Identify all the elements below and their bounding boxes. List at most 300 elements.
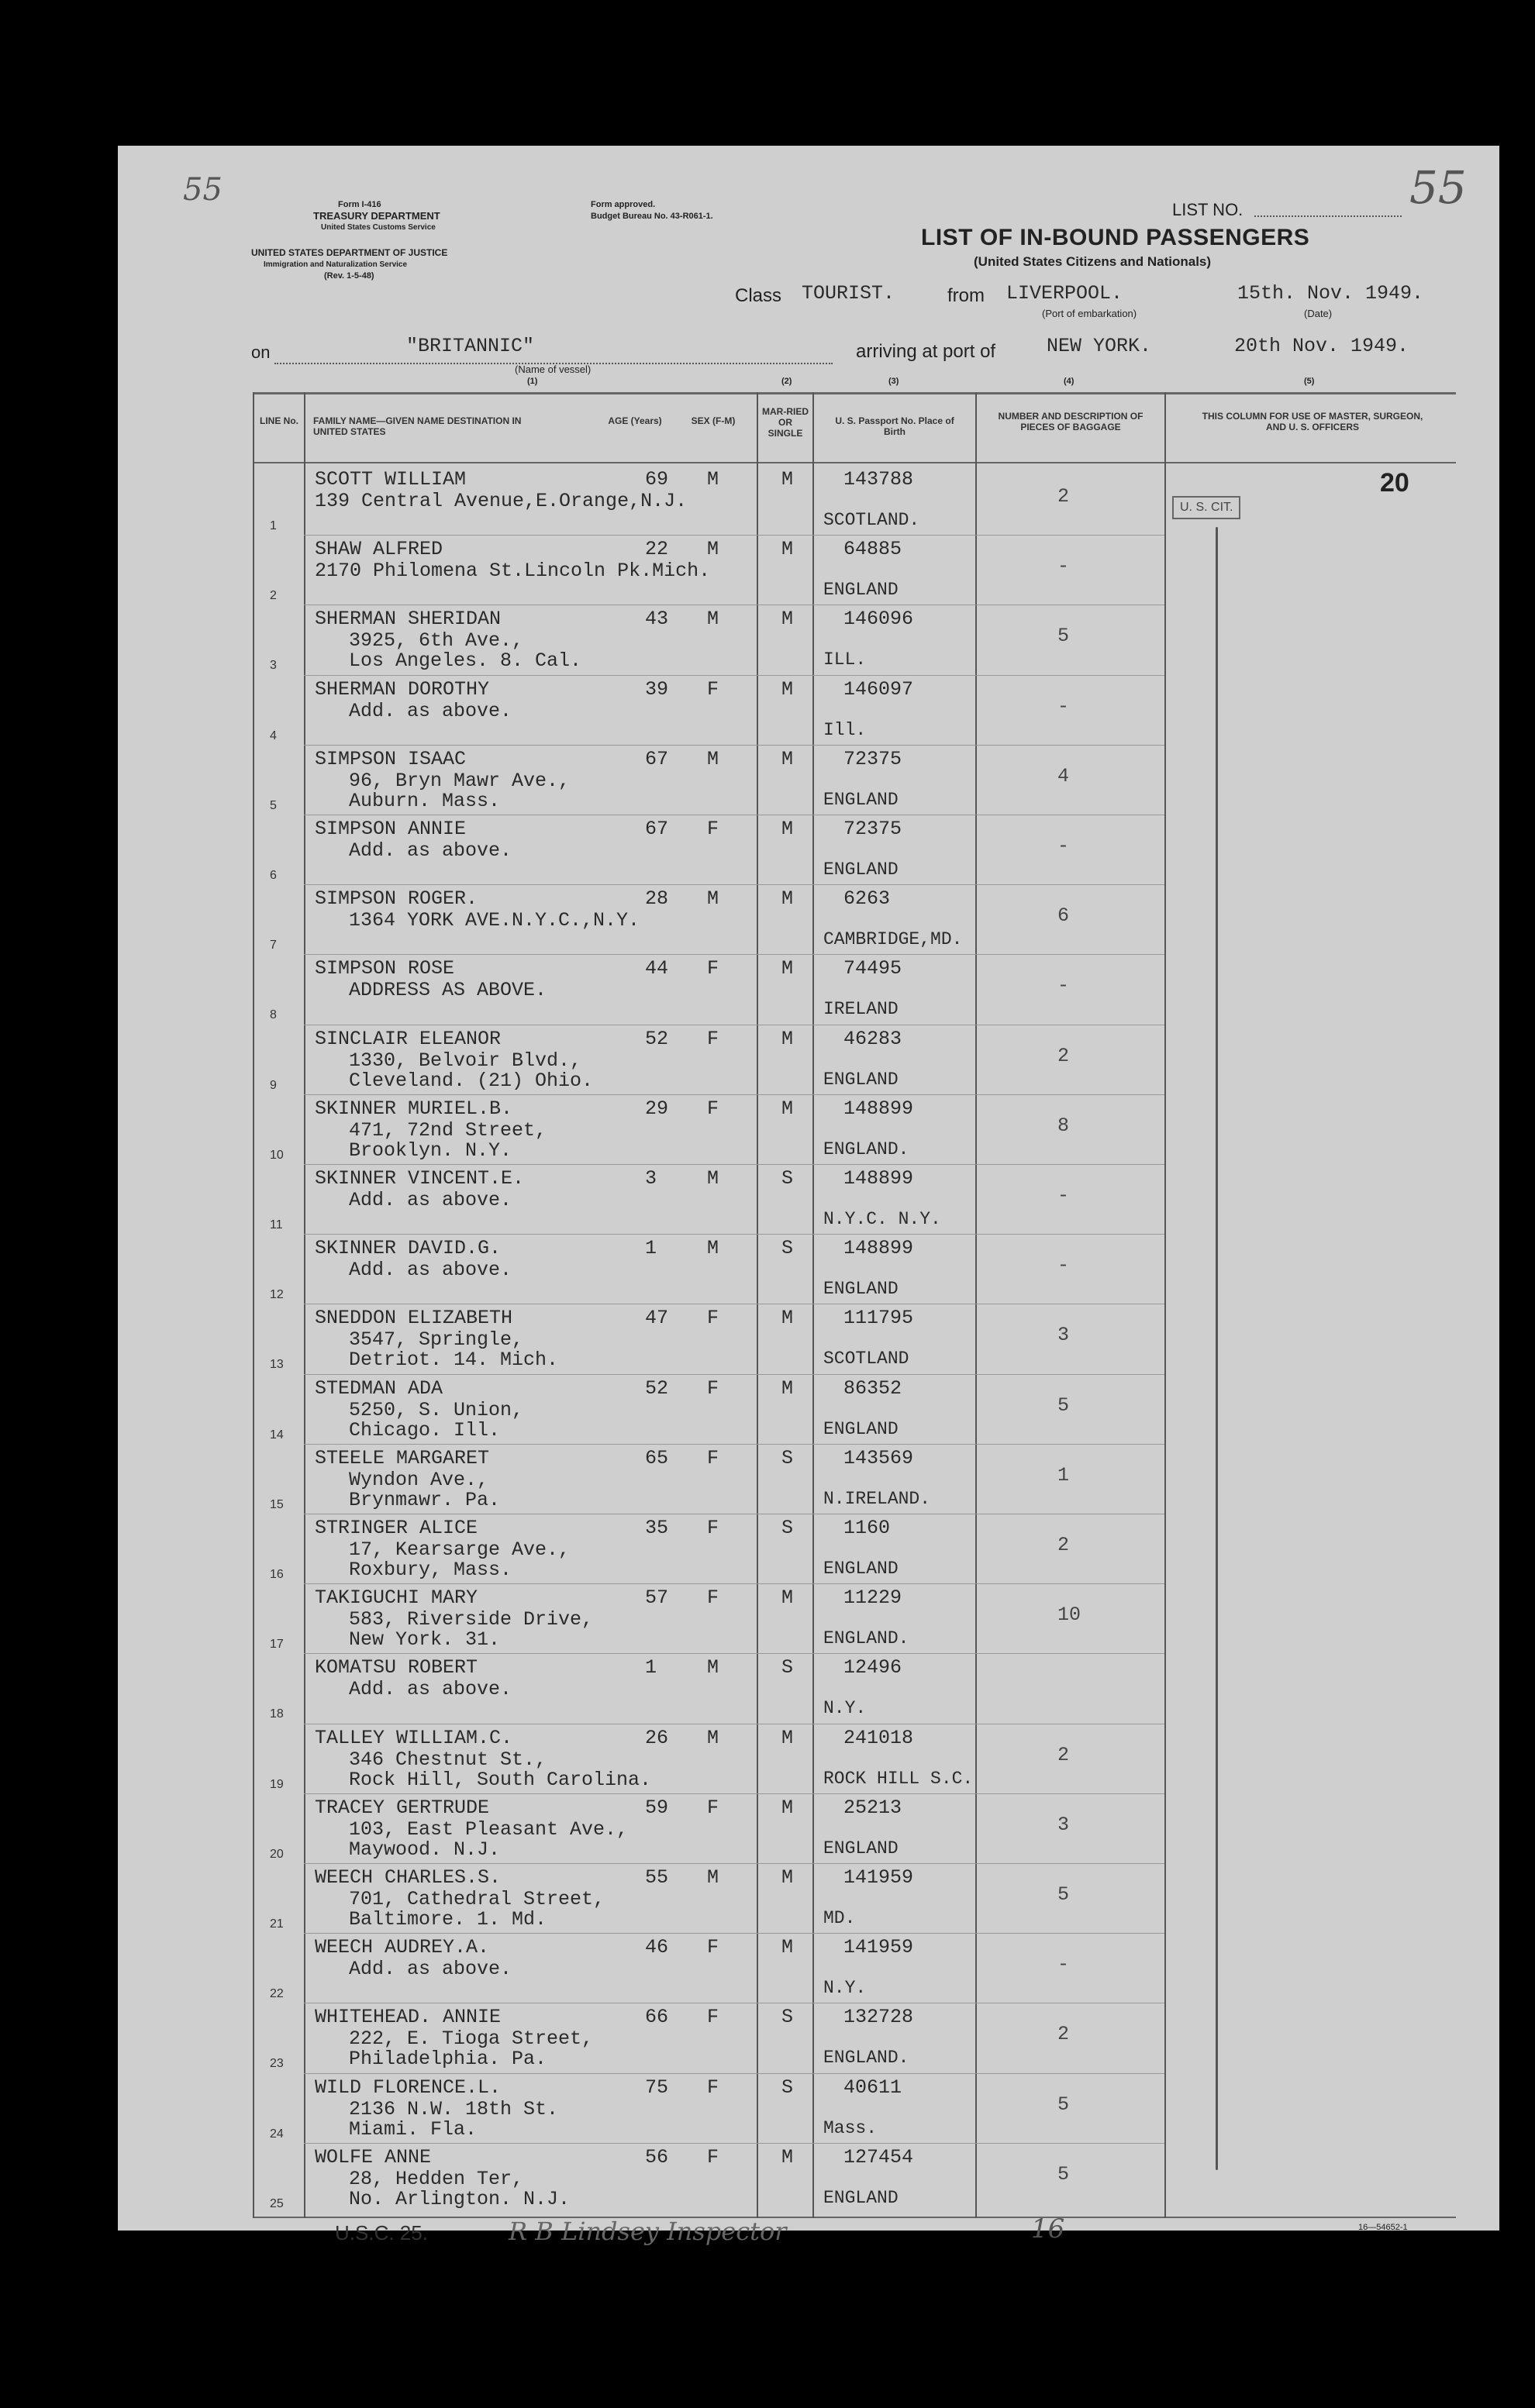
- passenger-name: SHERMAN SHERIDAN: [315, 608, 502, 631]
- passport-number: 141959: [843, 1936, 914, 1959]
- line-number: 19: [270, 1777, 284, 1791]
- footer-form-code: 16—54652-1: [1358, 2223, 1408, 2232]
- passport-number: 64885: [843, 538, 902, 561]
- passenger-sex: F: [707, 957, 719, 980]
- line-number: 9: [270, 1078, 277, 1092]
- passenger-sex: M: [707, 1726, 719, 1749]
- departure-date: 15th. Nov. 1949.: [1237, 282, 1424, 305]
- col-sep: [812, 392, 814, 2218]
- passenger-age: 67: [645, 747, 669, 770]
- passenger-sex: F: [707, 1586, 719, 1610]
- passenger-address: Roxbury, Mass.: [349, 1559, 512, 1581]
- passenger-marital-status: S: [781, 1656, 794, 1679]
- passenger-address: 28, Hedden Ter,: [349, 2167, 524, 2190]
- header-married: MAR-RIED OR SINGLE: [762, 406, 809, 439]
- place-of-birth: Ill.: [823, 719, 867, 740]
- list-no-value: 55: [1409, 161, 1467, 214]
- passenger-marital-status: S: [781, 1517, 794, 1539]
- list-no-label: LIST NO.: [1172, 200, 1244, 219]
- list-no-dots: [1254, 215, 1402, 217]
- passenger-address: No. Arlington. N.J.: [349, 2187, 571, 2210]
- row-divider: [304, 1164, 1164, 1165]
- passenger-address: 2170 Philomena St.Lincoln Pk.Mich.: [315, 560, 711, 583]
- line-number: 13: [270, 1358, 284, 1372]
- passenger-marital-status: M: [781, 747, 794, 770]
- passport-number: 148899: [843, 1167, 914, 1190]
- baggage-count: 3: [1057, 1324, 1070, 1347]
- passenger-age: 56: [645, 2145, 669, 2169]
- place-of-birth: ENGLAND: [823, 2187, 899, 2208]
- passenger-sex: F: [707, 1307, 719, 1330]
- line-number: 6: [270, 869, 277, 882]
- passenger-address: Philadelphia. Pa.: [349, 2048, 547, 2071]
- dept-treasury: TREASURY DEPARTMENT: [313, 210, 440, 222]
- passenger-address: 3925, 6th Ave.,: [349, 629, 524, 653]
- passenger-address: 701, Cathedral Street,: [349, 1888, 605, 1910]
- place-of-birth: ENGLAND: [823, 1838, 899, 1859]
- passenger-sex: F: [707, 1796, 719, 1819]
- dept-customs: United States Customs Service: [321, 223, 436, 232]
- passenger-name: TAKIGUCHI MARY: [315, 1586, 478, 1610]
- col-num: (3): [888, 377, 899, 386]
- passenger-name: SKINNER MURIEL.B.: [315, 1097, 513, 1120]
- officer-check-line: [1216, 527, 1218, 2170]
- on-label: on: [251, 343, 271, 362]
- baggage-count: 4: [1057, 764, 1070, 787]
- baggage-count: 2: [1057, 485, 1070, 508]
- passenger-age: 26: [645, 1726, 669, 1749]
- passenger-sex: M: [707, 468, 719, 491]
- passenger-age: 59: [645, 1796, 669, 1819]
- baggage-count: 2: [1057, 1044, 1070, 1067]
- passenger-address: Detriot. 14. Mich.: [349, 1349, 559, 1372]
- place-of-birth: SCOTLAND: [823, 1349, 909, 1369]
- passenger-marital-status: S: [781, 1446, 794, 1469]
- passenger-address: Wyndon Ave.,: [349, 1468, 489, 1491]
- row-divider: [304, 954, 1164, 955]
- passport-number: 12496: [843, 1656, 902, 1679]
- passenger-address: 96, Bryn Mawr Ave.,: [349, 769, 571, 792]
- header-name: FAMILY NAME—GIVEN NAME DESTINATION IN UNITED STATES: [313, 415, 522, 437]
- footer-count: U.S.C. 25.: [335, 2221, 428, 2244]
- passenger-sex: F: [707, 2006, 719, 2029]
- passenger-marital-status: M: [781, 2145, 794, 2169]
- passenger-marital-status: M: [781, 1726, 794, 1749]
- arriving-label: arriving at port of: [856, 341, 996, 362]
- passenger-address: 139 Central Avenue,E.Orange,N.J.: [315, 490, 688, 512]
- baggage-count: 5: [1057, 625, 1070, 648]
- place-of-birth: N.Y.C. N.Y.: [823, 1209, 941, 1229]
- passenger-sex: F: [707, 1376, 719, 1400]
- row-divider: [304, 1653, 1164, 1654]
- passenger-marital-status: M: [781, 1586, 794, 1610]
- place-of-birth: IRELAND: [823, 999, 899, 1020]
- table-bottom-rule: [253, 2217, 1456, 2218]
- passenger-sex: F: [707, 1097, 719, 1120]
- passenger-name: STEDMAN ADA: [315, 1376, 443, 1400]
- baggage-count: 2: [1057, 1534, 1070, 1556]
- table-header-rule: [253, 462, 1456, 463]
- passenger-marital-status: M: [781, 1866, 794, 1889]
- place-of-birth: ENGLAND: [823, 789, 899, 810]
- passenger-sex: M: [707, 1656, 719, 1679]
- arrival-port: NEW YORK.: [1047, 335, 1152, 357]
- place-of-birth: ENGLAND: [823, 1418, 899, 1439]
- passenger-name: STEELE MARGARET: [315, 1446, 490, 1469]
- page-subtitle: (United States Citizens and Nationals): [974, 254, 1212, 269]
- passport-number: 11229: [843, 1586, 902, 1610]
- passenger-age: 57: [645, 1586, 669, 1610]
- passenger-sex: F: [707, 1027, 719, 1050]
- passenger-name: SIMPSON ROSE: [315, 957, 455, 980]
- passenger-age: 29: [645, 1097, 669, 1120]
- passenger-marital-status: M: [781, 538, 794, 561]
- line-number: 16: [270, 1568, 284, 1581]
- place-of-birth: ENGLAND: [823, 580, 899, 601]
- from-label: from: [947, 285, 985, 306]
- passport-number: 132728: [843, 2006, 914, 2029]
- passenger-name: WEECH AUDREY.A.: [315, 1936, 490, 1959]
- line-number: 20: [270, 1847, 284, 1861]
- line-number: 2: [270, 589, 277, 603]
- passport-number: 143788: [843, 468, 914, 491]
- passenger-age: 69: [645, 468, 669, 491]
- line-number: 5: [270, 798, 277, 812]
- place-of-birth: N.Y.: [823, 1698, 867, 1719]
- col-sep: [757, 392, 758, 2218]
- passenger-name: SCOTT WILLIAM: [315, 468, 467, 491]
- passenger-sex: F: [707, 1446, 719, 1469]
- row-divider: [304, 1234, 1164, 1235]
- passenger-sex: F: [707, 1936, 719, 1959]
- passenger-marital-status: S: [781, 2006, 794, 2029]
- passenger-name: SNEDDON ELIZABETH: [315, 1307, 513, 1330]
- header-officers: THIS COLUMN FOR USE OF MASTER, SURGEON, AND U. S. OFFICERS: [1202, 411, 1423, 432]
- passenger-address: 1364 YORK AVE.N.Y.C.,N.Y.: [349, 909, 640, 932]
- officer-note: 20: [1380, 468, 1409, 498]
- passenger-address: Add. as above.: [349, 1678, 512, 1701]
- passport-number: 146097: [843, 677, 914, 701]
- place-of-birth: SCOTLAND.: [823, 510, 920, 530]
- passenger-age: 3: [645, 1167, 657, 1190]
- passenger-name: WILD FLORENCE.L.: [315, 2076, 502, 2099]
- passenger-name: STRINGER ALICE: [315, 1517, 478, 1539]
- passenger-address: Add. as above.: [349, 1259, 512, 1282]
- baggage-count: 5: [1057, 2093, 1070, 2116]
- baggage-count: 3: [1057, 1813, 1070, 1836]
- passport-number: 111795: [843, 1307, 914, 1330]
- stamp-text: U. S. CIT.: [1180, 501, 1233, 514]
- passenger-address: Miami. Fla.: [349, 2117, 478, 2141]
- passenger-sex: F: [707, 2145, 719, 2169]
- passenger-name: SINCLAIR ELEANOR: [315, 1027, 502, 1050]
- passenger-address: Add. as above.: [349, 1189, 512, 1211]
- passenger-address: Maywood. N.J.: [349, 1838, 501, 1861]
- form-approved: Form approved.: [591, 200, 656, 209]
- line-number: 11: [270, 1218, 283, 1232]
- passenger-age: 65: [645, 1446, 669, 1469]
- passenger-name: WHITEHEAD. ANNIE: [315, 2006, 502, 2029]
- passport-number: 148899: [843, 1097, 914, 1120]
- passport-number: 1160: [843, 1517, 891, 1539]
- passenger-address: 17, Kearsarge Ave.,: [349, 1538, 571, 1561]
- place-of-birth: ILL.: [823, 649, 867, 670]
- baggage-count: -: [1057, 1184, 1070, 1207]
- col-sep: [1164, 392, 1166, 2218]
- passport-number: 40611: [843, 2076, 902, 2099]
- col-num: (1): [527, 377, 538, 386]
- passenger-address: New York. 31.: [349, 1628, 501, 1652]
- passenger-sex: M: [707, 747, 719, 770]
- row-divider: [304, 1444, 1164, 1445]
- header-baggage: NUMBER AND DESCRIPTION OF PIECES OF BAGGAGE: [998, 411, 1143, 432]
- place-of-birth: ENGLAND.: [823, 1628, 909, 1649]
- passenger-marital-status: M: [781, 1796, 794, 1819]
- passenger-name: SKINNER DAVID.G.: [315, 1237, 502, 1260]
- passenger-address: ADDRESS AS ABOVE.: [349, 979, 547, 1002]
- passenger-marital-status: S: [781, 2076, 794, 2099]
- passport-number: 241018: [843, 1726, 914, 1749]
- header-age: AGE (Years): [608, 415, 662, 426]
- passenger-age: 35: [645, 1517, 669, 1539]
- passenger-sex: M: [707, 608, 719, 631]
- passenger-name: WOLFE ANNE: [315, 2145, 432, 2169]
- place-of-birth: CAMBRIDGE,MD.: [823, 929, 963, 950]
- passenger-age: 46: [645, 1936, 669, 1959]
- vessel-caption: (Name of vessel): [515, 363, 592, 375]
- passenger-sex: M: [707, 887, 719, 911]
- passenger-name: SIMPSON ISAAC: [315, 747, 467, 770]
- row-divider: [304, 675, 1164, 676]
- passenger-address: Baltimore. 1. Md.: [349, 1908, 547, 1931]
- inspector-signature: R B Lindsey Inspector: [509, 2217, 787, 2246]
- baggage-count: 2: [1057, 1743, 1070, 1766]
- place-of-birth: Mass.: [823, 2117, 878, 2138]
- passenger-address: Add. as above.: [349, 699, 512, 722]
- baggage-count: 1: [1057, 1463, 1070, 1486]
- passenger-address: 471, 72nd Street,: [349, 1118, 547, 1142]
- line-number: 24: [270, 2127, 284, 2141]
- passenger-sex: M: [707, 1237, 719, 1260]
- passenger-age: 28: [645, 887, 669, 911]
- corner-mark: 55: [183, 172, 222, 208]
- place-of-birth: ENGLAND: [823, 1069, 899, 1090]
- passenger-name: SIMPSON ANNIE: [315, 818, 467, 840]
- place-of-birth: ROCK HILL S.C.: [823, 1768, 974, 1789]
- passport-number: 74495: [843, 957, 902, 980]
- row-divider: [304, 1094, 1164, 1095]
- col-num: (4): [1064, 377, 1074, 386]
- passport-number: 72375: [843, 747, 902, 770]
- place-of-birth: ENGLAND: [823, 860, 899, 880]
- passenger-name: SIMPSON ROGER.: [315, 887, 478, 911]
- place-of-birth: ENGLAND.: [823, 2048, 909, 2069]
- passenger-age: 52: [645, 1027, 669, 1050]
- dept-ins: Immigration and Naturalization Service: [264, 260, 408, 269]
- baggage-count: -: [1057, 1953, 1070, 1976]
- passenger-age: 75: [645, 2076, 669, 2099]
- passenger-name: TRACEY GERTRUDE: [315, 1796, 490, 1819]
- passenger-address: 1330, Belvoir Blvd.,: [349, 1049, 582, 1072]
- passenger-marital-status: S: [781, 1167, 794, 1190]
- line-number: 25: [270, 2196, 284, 2210]
- passenger-sex: M: [707, 1167, 719, 1190]
- passenger-age: 39: [645, 677, 669, 701]
- passenger-address: 5250, S. Union,: [349, 1398, 524, 1421]
- row-divider: [304, 1374, 1164, 1375]
- baggage-count: -: [1057, 555, 1070, 578]
- passport-number: 46283: [843, 1027, 902, 1050]
- passenger-marital-status: M: [781, 677, 794, 701]
- date-caption: (Date): [1304, 308, 1333, 319]
- vessel-name: "BRITANNIC": [406, 335, 535, 357]
- footer-pieces: 16: [1031, 2213, 1065, 2244]
- passenger-name: TALLEY WILLIAM.C.: [315, 1726, 513, 1749]
- passenger-address: 222, E. Tioga Street,: [349, 2027, 594, 2051]
- us-citizen-stamp: [1172, 496, 1240, 519]
- passenger-age: 66: [645, 2006, 669, 2029]
- passenger-address: Cleveland. (21) Ohio.: [349, 1069, 594, 1092]
- passenger-marital-status: M: [781, 1097, 794, 1120]
- passenger-address: 2136 N.W. 18th St.: [349, 2097, 559, 2120]
- passenger-marital-status: M: [781, 1936, 794, 1959]
- col-num: (5): [1304, 377, 1315, 386]
- passenger-sex: M: [707, 538, 719, 561]
- passenger-address: Los Angeles. 8. Cal.: [349, 649, 582, 673]
- class-label: Class: [735, 285, 782, 306]
- passenger-address: 346 Chestnut St.,: [349, 1748, 547, 1771]
- passport-number: 6263: [843, 887, 891, 911]
- line-number: 10: [270, 1148, 284, 1162]
- col-sep: [304, 392, 305, 2218]
- passenger-address: Add. as above.: [349, 1958, 512, 1981]
- baggage-count: -: [1057, 1254, 1070, 1277]
- passenger-sex: F: [707, 2076, 719, 2099]
- passenger-sex: F: [707, 818, 719, 840]
- baggage-count: 5: [1057, 2162, 1070, 2186]
- passenger-sex: M: [707, 1866, 719, 1889]
- passenger-age: 1: [645, 1237, 657, 1260]
- line-number: 18: [270, 1707, 284, 1721]
- passport-number: 146096: [843, 608, 914, 631]
- passenger-marital-status: S: [781, 1237, 794, 1260]
- passport-number: 72375: [843, 818, 902, 840]
- passenger-marital-status: M: [781, 608, 794, 631]
- col-sep: [975, 392, 977, 2218]
- line-number: 4: [270, 729, 277, 742]
- passenger-age: 55: [645, 1866, 669, 1889]
- passenger-address: Rock Hill, South Carolina.: [349, 1768, 652, 1791]
- row-divider: [304, 1863, 1164, 1864]
- passenger-sex: F: [707, 677, 719, 701]
- row-divider: [304, 745, 1164, 746]
- passenger-address: Brooklyn. N.Y.: [349, 1139, 512, 1162]
- row-divider: [304, 535, 1164, 536]
- passenger-address: Add. as above.: [349, 839, 512, 862]
- line-number: 15: [270, 1497, 284, 1511]
- passenger-marital-status: M: [781, 957, 794, 980]
- baggage-count: 6: [1057, 904, 1070, 928]
- passport-number: 127454: [843, 2145, 914, 2169]
- passenger-age: 47: [645, 1307, 669, 1330]
- revision: (Rev. 1-5-48): [324, 271, 374, 281]
- row-divider: [304, 1583, 1164, 1584]
- passenger-name: SHAW ALFRED: [315, 538, 443, 561]
- passenger-marital-status: M: [781, 468, 794, 491]
- place-of-birth: N.IRELAND.: [823, 1488, 931, 1509]
- embarkation-caption: (Port of embarkation): [1042, 308, 1137, 319]
- row-divider: [304, 2073, 1164, 2074]
- passenger-address: Brynmawr. Pa.: [349, 1488, 501, 1511]
- line-number: 12: [270, 1288, 284, 1302]
- passenger-address: Chicago. Ill.: [349, 1418, 501, 1442]
- passenger-marital-status: M: [781, 1307, 794, 1330]
- passenger-age: 22: [645, 538, 669, 561]
- arrival-date: 20th Nov. 1949.: [1234, 335, 1409, 357]
- passport-number: 141959: [843, 1866, 914, 1889]
- passport-number: 25213: [843, 1796, 902, 1819]
- passenger-age: 67: [645, 818, 669, 840]
- passenger-address: Auburn. Mass.: [349, 789, 501, 812]
- table-left-border: [253, 392, 254, 2218]
- baggage-count: -: [1057, 974, 1070, 997]
- passenger-sex: F: [707, 1517, 719, 1539]
- baggage-count: 5: [1057, 1393, 1070, 1417]
- baggage-count: -: [1057, 835, 1070, 857]
- header-sex: SEX (F-M): [691, 415, 736, 426]
- line-number: 21: [270, 1917, 284, 1931]
- row-divider: [304, 1933, 1164, 1934]
- passport-number: 143569: [843, 1446, 914, 1469]
- line-number: 22: [270, 1987, 284, 2001]
- line-number: 1: [270, 519, 277, 532]
- place-of-birth: ENGLAND.: [823, 1139, 909, 1159]
- passenger-name: KOMATSU ROBERT: [315, 1656, 478, 1679]
- embarkation-port: LIVERPOOL.: [1006, 282, 1123, 305]
- place-of-birth: N.Y.: [823, 1978, 867, 1999]
- col-num: (2): [781, 377, 792, 386]
- passenger-age: 1: [645, 1656, 657, 1679]
- form-number: Form I-416: [338, 200, 381, 209]
- row-divider: [304, 1793, 1164, 1794]
- header-passport: U. S. Passport No. Place of Birth: [835, 415, 954, 437]
- passenger-marital-status: M: [781, 887, 794, 911]
- page-title: LIST OF IN-BOUND PASSENGERS: [921, 225, 1310, 250]
- passenger-marital-status: M: [781, 1376, 794, 1400]
- passenger-age: 44: [645, 957, 669, 980]
- table-top-rule: [253, 392, 1456, 394]
- class-value: TOURIST.: [802, 282, 895, 305]
- row-divider: [304, 2143, 1164, 2144]
- dept-justice: UNITED STATES DEPARTMENT OF JUSTICE: [251, 247, 448, 258]
- header-line-no: LINE No.: [260, 415, 298, 426]
- budget-bureau: Budget Bureau No. 43-R061-1.: [591, 212, 713, 221]
- passenger-address: 583, Riverside Drive,: [349, 1608, 594, 1631]
- line-number: 14: [270, 1428, 284, 1442]
- line-number: 3: [270, 659, 277, 673]
- passenger-marital-status: M: [781, 818, 794, 840]
- passenger-marital-status: M: [781, 1027, 794, 1050]
- passenger-age: 52: [645, 1376, 669, 1400]
- passenger-name: WEECH CHARLES.S.: [315, 1866, 502, 1889]
- passport-number: 86352: [843, 1376, 902, 1400]
- line-number: 23: [270, 2057, 284, 2071]
- line-number: 7: [270, 939, 277, 953]
- passport-number: 148899: [843, 1237, 914, 1260]
- place-of-birth: ENGLAND: [823, 1559, 899, 1579]
- baggage-count: 8: [1057, 1114, 1070, 1137]
- passenger-address: 103, East Pleasant Ave.,: [349, 1817, 629, 1841]
